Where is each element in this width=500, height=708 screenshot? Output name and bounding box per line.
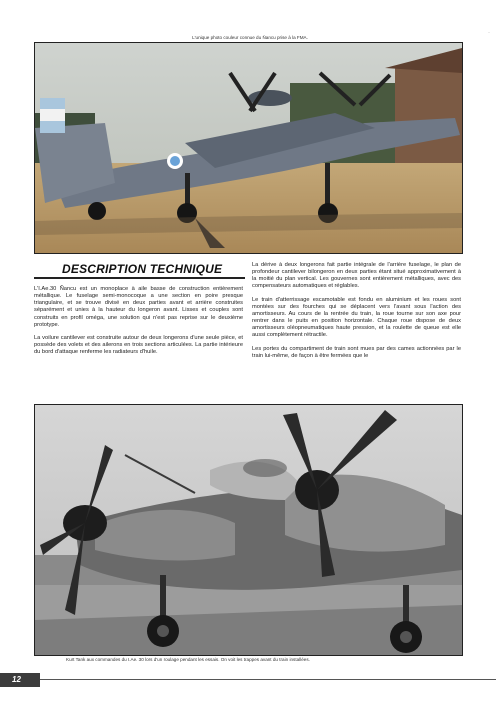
text-column-right	[252, 262, 461, 366]
section-heading: DESCRIPTION TECHNIQUE	[62, 262, 223, 276]
text-column-left	[34, 286, 243, 362]
paragraph: La dérive à deux longerons fait partie intégrale de l'arrière fuselage, le plan de profondeur cantilever bilongeron en deux parties étant situé approximativement à la moitié du plan vertical. Les gouvernes sont entièrement métalliques, avec des compensateurs automatiques et réglables.	[252, 262, 461, 290]
heading-divider	[34, 277, 245, 279]
color-photo-aircraft	[34, 42, 463, 254]
bw-photo-aircraft	[34, 404, 463, 656]
paragraph: La voilure cantilever est construite autour de deux longerons d'une seule pièce, et possède des volets et des ailerons en trois sections articulées. La partie intérieure du bord d'attaque renferme les radiateurs d'huile.	[34, 334, 243, 356]
bottom-photo-caption: Kurt Tank aux commandes du I.Ae. 30 lors d'un roulage pendant les essais. On voit les trappes avant du train installées.	[66, 657, 310, 662]
paragraph: Les portes du compartiment de train sont mues par des cames actionnées par le train lui-même, de façon à être fermées que le	[252, 345, 461, 359]
top-photo-caption: L'unique photo couleur connue du Ñancu prise à la FMA.	[192, 35, 308, 40]
corner-mark-icon: ·	[488, 30, 490, 36]
paragraph: Le train d'atterrissage escamotable est fondu en aluminium et les roues sont montées sur des fourches qui se déplacent vers l'avant sous l'action des amortisseurs. Au cours de la rentrée du train, la roue tourne sur son axe pour rentrer dans le puits en position horizontale. Chaque roue dispose de deux amortisseurs oléopneumatiques haute pression, et la roulette de queue est elle aussi complètement rétractile.	[252, 296, 461, 339]
paragraph: L'I.Ae.30 Ñancu est un monoplace à aile basse de construction entièrement métallique. Le fuselage semi-monocoque a une section en poire presque triangulaire, et se trouve divisé en deux parties avant et arrière construites séparément et unies à la hauteur du longeron avant. Lisses et couples sont construits en profil oméga, une solution qui n'est pas reprise sur le deuxième prototype.	[34, 286, 243, 328]
page-number: 12	[0, 673, 40, 687]
footer-rule	[40, 679, 496, 680]
